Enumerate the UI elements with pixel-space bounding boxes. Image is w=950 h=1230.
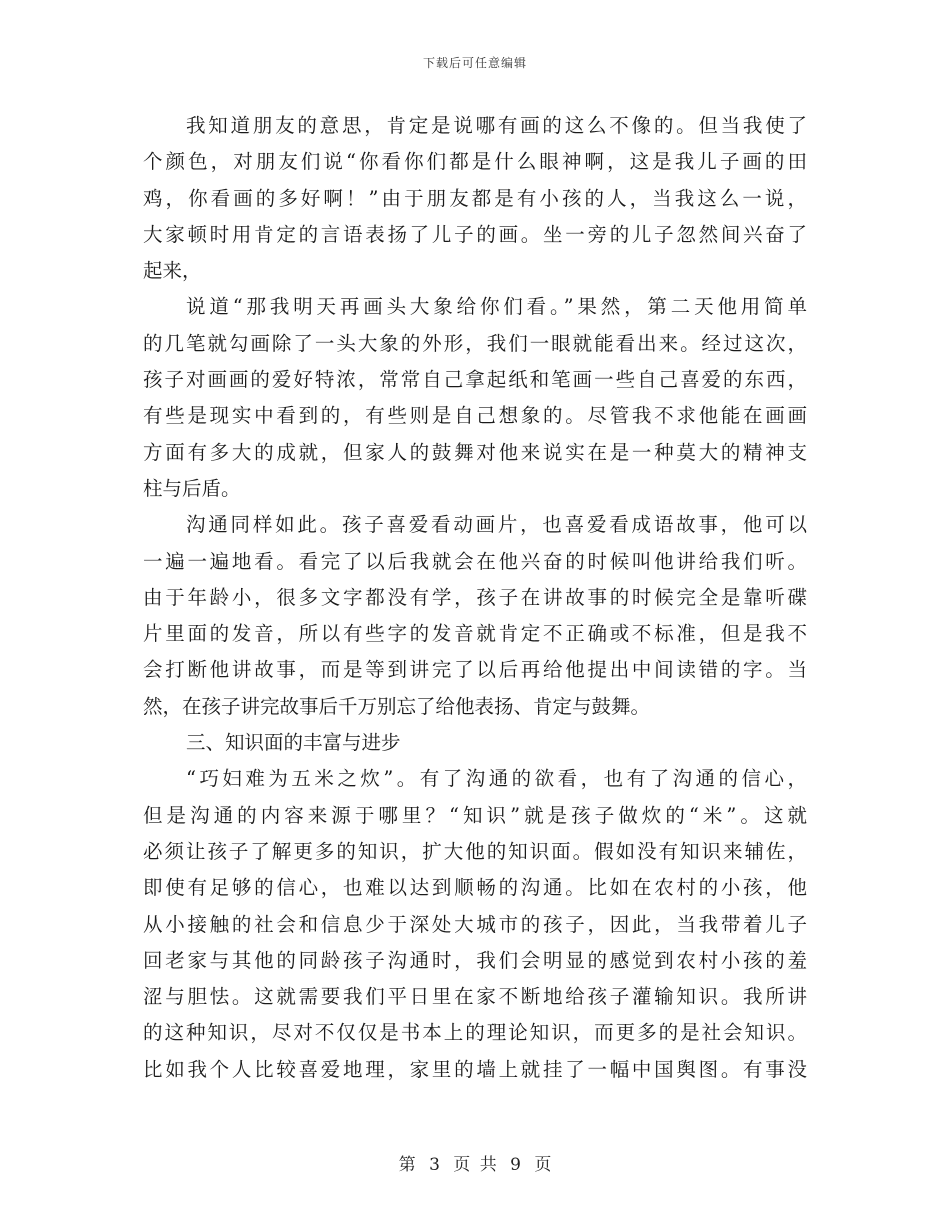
text-line: 从小接触的社会和信息少于深处大城市的孩子，因此，当我带着儿子 — [143, 912, 807, 936]
text-line: 三、知识面的丰富与进步 — [186, 731, 401, 755]
text-line: 说道“那我明天再画头大象给你们看。”果然，第二天他用简单 — [186, 295, 807, 319]
text-line: 片里面的发音，所以有些字的发音就肯定不正确或不标准，但是我不 — [143, 622, 807, 646]
text-line: 涩与胆怯。这就需要我们平日里在家不断地给孩子灌输知识。我所讲 — [143, 985, 807, 1009]
text-line: 我知道朋友的意思，肯定是说哪有画的这么不像的。但当我使了 — [186, 114, 807, 137]
text-line: “巧妇难为五米之炊”。有了沟通的欲看，也有了沟通的信心， — [186, 767, 807, 791]
current-page-number: 3 — [429, 1155, 440, 1175]
text-line: 但是沟通的内容来源于哪里？“知识”就是孩子做炊的“米”。这就 — [143, 803, 807, 827]
text-line: 会打断他讲故事，而是等到讲完了以后再给他提出中间读错的字。当 — [143, 658, 807, 682]
text-line: 的几笔就勾画除了一头大象的外形，我们一眼就能看出来。经过这次， — [143, 331, 807, 355]
text-line: 的这种知识，尽对不仅仅是书本上的理论知识，而更多的是社会知识。 — [143, 1021, 807, 1045]
text-line: 沟通同样如此。孩子喜爱看动画片，也喜爱看成语故事，他可以 — [186, 513, 807, 537]
text-line: 起来， — [143, 259, 202, 283]
text-line: 一遍一遍地看。看完了以后我就会在他兴奋的时候叫他讲给我们听。 — [143, 549, 807, 573]
page-header: 下载后可任意编辑 — [422, 56, 527, 70]
text-line: 比如我个人比较喜爱地理，家里的墙上就挂了一幅中国舆图。有事没 — [143, 1057, 807, 1081]
text-line: 大家顿时用肯定的言语表扬了儿子的画。坐一旁的儿子忽然间兴奋了 — [143, 222, 807, 246]
text-line: 方面有多大的成就，但家人的鼓舞对他来说实在是一种莫大的精神支 — [143, 440, 807, 464]
page-footer — [0, 1150, 950, 1175]
document-body — [143, 108, 807, 1088]
text-line: 鸡，你看画的多好啊！”由于朋友都是有小孩的人，当我这么一说， — [143, 186, 807, 210]
footer-prefix: 第 — [398, 1155, 416, 1175]
total-page-count: 9 — [510, 1155, 521, 1175]
text-line: 柱与后盾。 — [143, 476, 241, 500]
text-line: 孩子对画画的爱好特浓，常常自己拿起纸和笔画一些自己喜爱的东西， — [143, 368, 807, 392]
text-line: 回老家与其他的同龄孩子沟通时，我们会明显的感觉到农村小孩的羞 — [143, 948, 807, 972]
footer-middle: 页 共 — [453, 1155, 497, 1175]
footer-suffix: 页 — [534, 1155, 552, 1175]
text-line: 个颜色，对朋友们说“你看你们都是什么眼神啊，这是我儿子画的田 — [143, 150, 807, 174]
text-line: 有些是现实中看到的，有些则是自己想象的。尽管我不求他能在画画 — [143, 404, 807, 428]
text-line: 然，在孩子讲完故事后千万别忘了给他表扬、肯定与鼓舞。 — [143, 694, 651, 718]
text-line: 必须让孩子了解更多的知识，扩大他的知识面。假如没有知识来辅佐， — [143, 839, 807, 863]
text-line: 即使有足够的信心，也难以达到顺畅的沟通。比如在农村的小孩，他 — [143, 876, 807, 900]
text-line: 由于年龄小，很多文字都没有学，孩子在讲故事的时候完全是靠听碟 — [143, 585, 807, 609]
